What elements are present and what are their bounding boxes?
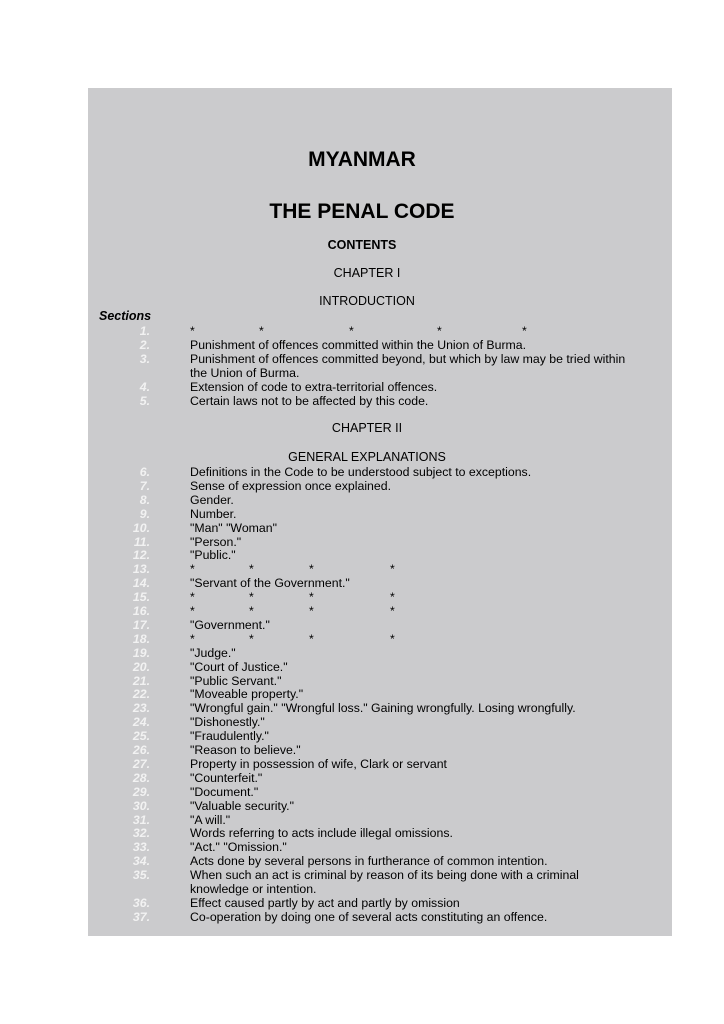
chapter2-heading: CHAPTER II — [331, 421, 403, 435]
section-entry — [0, 535, 724, 549]
section-title: "Judge." — [190, 645, 236, 660]
section-number: 27. — [132, 756, 150, 771]
section-number: 14. — [132, 576, 150, 591]
section-title: Effect caused partly by act and partly by omission — [190, 895, 460, 910]
section-number: 10. — [132, 520, 150, 535]
section-title: Certain laws not to be affected by this code. — [190, 393, 429, 408]
section-title: "Public." — [190, 548, 236, 563]
section-title: When such an act is criminal by reason of its being done with a criminal — [190, 868, 579, 883]
section-number: 20. — [132, 659, 150, 674]
section-number: 9. — [139, 506, 150, 521]
sections-label: Sections — [99, 309, 152, 323]
section-number: 13. — [132, 562, 150, 577]
section-number: 29. — [132, 784, 150, 799]
section-title: Extension of code to extra-territorial offences. — [190, 379, 438, 394]
section-number: 7. — [139, 478, 150, 493]
section-number: 6. — [139, 465, 150, 479]
section-entry — [0, 465, 724, 479]
section-title: "Public Servant." — [190, 673, 282, 688]
section-number: 3. — [139, 351, 150, 366]
title-code: THE PENAL CODE — [269, 200, 455, 223]
section-entry — [0, 715, 724, 729]
section-title: Sense of expression once explained. — [190, 478, 391, 493]
section-entry — [0, 757, 724, 771]
section-title: "A will." — [190, 812, 231, 827]
section-entry — [0, 743, 724, 757]
section-number: 25. — [132, 729, 150, 744]
section-title: "Document." — [190, 784, 259, 799]
section-number: 32. — [132, 826, 150, 841]
section-entry: 18. * * * * — [0, 632, 724, 646]
section-entry: 1. * * * * * — [0, 324, 724, 338]
section-number: 18. — [132, 631, 150, 646]
section-title: "Reason to believe." — [190, 743, 301, 757]
section-entry — [0, 548, 724, 562]
section-title: "Wrongful gain." "Wrongful loss." Gaining wrongfully. Losing wrongfully. — [190, 701, 576, 716]
section-number: 34. — [132, 854, 150, 869]
section-title: Words referring to acts include illegal omissions. — [190, 826, 453, 841]
section-title: "Valuable security." — [190, 798, 294, 813]
section-entry — [0, 521, 724, 535]
section-entry — [0, 646, 724, 660]
section-number: 11. — [133, 534, 150, 549]
section-number: 36. — [132, 895, 150, 910]
section-number: 23. — [132, 701, 150, 716]
section-entry — [0, 813, 724, 827]
section-title: "Act." "Omission." — [190, 840, 287, 855]
section-number: 31. — [132, 812, 150, 827]
section-title: Definitions in the Code to be understood subject to exceptions. — [190, 465, 532, 479]
section-entry — [0, 896, 724, 910]
section-title: "Person." — [190, 534, 242, 549]
section-number: 17. — [132, 617, 150, 632]
section-title: Gender. — [190, 492, 234, 507]
chapter1-subheading: INTRODUCTION — [319, 294, 415, 308]
section-entry — [0, 840, 724, 854]
section-title: Property in possession of wife, Clark or servant — [190, 756, 447, 771]
section-entry — [0, 826, 724, 840]
section-entry — [0, 701, 724, 715]
section-title: Punishment of offences committed beyond, but which by law may be tried within — [190, 351, 626, 366]
section-entry — [0, 351, 724, 380]
section-entry — [0, 338, 724, 352]
section-number: 30. — [132, 798, 150, 813]
section-number: 28. — [132, 770, 150, 785]
section-entry: 13. * * * * — [0, 562, 724, 576]
section-entry — [0, 394, 724, 408]
section-title: "Government." — [190, 617, 270, 632]
section-number: 5. — [139, 393, 150, 408]
section-number: 26. — [132, 743, 150, 757]
section-entry: 15. * * * * — [0, 590, 724, 604]
section-title: "Counterfeit." — [190, 770, 263, 785]
section-entry — [0, 799, 724, 813]
section-entry — [0, 507, 724, 521]
section-number: 22. — [132, 687, 150, 702]
section-entry — [0, 854, 724, 868]
section-entry — [0, 910, 724, 924]
section-entry — [0, 576, 724, 590]
section-entry — [0, 660, 724, 674]
section-title: Acts done by several persons in furtherance of common intention. — [190, 854, 548, 869]
section-title: "Servant of the Government." — [190, 576, 350, 591]
contents-label: CONTENTS — [327, 238, 397, 252]
section-number: 2. — [139, 337, 150, 352]
section-title: knowledge or intention. — [190, 881, 317, 896]
section-entry — [0, 493, 724, 507]
section-number: 37. — [132, 909, 150, 924]
section-title: the Union of Burma. — [190, 365, 300, 380]
section-entry — [0, 479, 724, 493]
section-entry — [0, 868, 724, 896]
section-number: 21. — [132, 673, 150, 688]
section-number: 33. — [132, 840, 150, 855]
section-number: 1. — [139, 324, 150, 338]
section-number: 4. — [139, 379, 150, 394]
section-entry — [0, 785, 724, 799]
section-number: 24. — [132, 715, 150, 730]
section-title: Co-operation by doing one of several acts constituting an offence. — [190, 909, 548, 924]
section-number: 12. — [132, 548, 150, 563]
section-number: 16. — [132, 604, 150, 618]
section-entry — [0, 674, 724, 688]
title-country: MYANMAR — [308, 148, 416, 171]
section-entry — [0, 771, 724, 785]
section-title: Number. — [190, 506, 237, 521]
section-entry — [0, 729, 724, 743]
section-entry — [0, 380, 724, 394]
chapter2-subheading: GENERAL EXPLANATIONS — [288, 450, 446, 464]
section-number: 15. — [132, 590, 150, 605]
chapter1-heading: CHAPTER I — [333, 266, 401, 280]
section-entry — [0, 687, 724, 701]
section-title: "Court of Justice." — [190, 659, 288, 674]
section-entry — [0, 618, 724, 632]
section-entry: 16. * * * * — [0, 604, 724, 618]
section-title: "Dishonestly." — [190, 715, 265, 730]
section-number: 35. — [132, 868, 150, 883]
section-title: "Moveable property." — [190, 687, 304, 702]
section-title: Punishment of offences committed within the Union of Burma. — [190, 337, 527, 352]
section-number: 19. — [132, 645, 150, 660]
section-title: "Fraudulently." — [190, 729, 269, 744]
section-number: 8. — [139, 492, 150, 507]
section-title: "Man" "Woman" — [190, 520, 277, 535]
